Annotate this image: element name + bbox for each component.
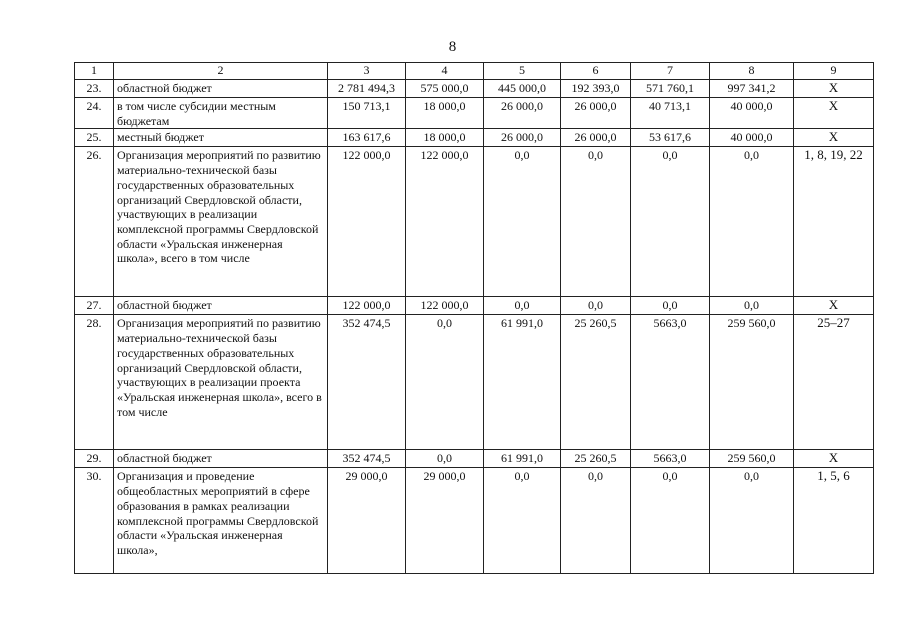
- value-cell: 0,0: [710, 147, 794, 297]
- row-number: 24.: [75, 98, 114, 129]
- value-cell: 40 000,0: [710, 98, 794, 129]
- value-cell: 5663,0: [631, 450, 710, 468]
- reference-cell: 1, 5, 6: [794, 468, 874, 574]
- value-cell: 259 560,0: [710, 450, 794, 468]
- column-header: 2: [114, 63, 328, 80]
- value-cell: 26 000,0: [484, 129, 561, 147]
- value-cell: 18 000,0: [406, 98, 484, 129]
- value-cell: 53 617,6: [631, 129, 710, 147]
- value-cell: 0,0: [561, 147, 631, 297]
- reference-cell: 1, 8, 19, 22: [794, 147, 874, 297]
- value-cell: 575 000,0: [406, 80, 484, 98]
- value-cell: 29 000,0: [328, 468, 406, 574]
- value-cell: 352 474,5: [328, 315, 406, 450]
- reference-cell: Х: [794, 98, 874, 129]
- row-number: 28.: [75, 315, 114, 450]
- value-cell: 122 000,0: [328, 297, 406, 315]
- value-cell: 0,0: [631, 468, 710, 574]
- page-number: 8: [448, 39, 457, 55]
- reference-cell: Х: [794, 450, 874, 468]
- reference-cell: Х: [794, 80, 874, 98]
- value-cell: 0,0: [406, 450, 484, 468]
- value-cell: 25 260,5: [561, 450, 631, 468]
- row-number: 30.: [75, 468, 114, 574]
- budget-table: [74, 62, 874, 574]
- value-cell: 352 474,5: [328, 450, 406, 468]
- column-header: 9: [794, 63, 874, 80]
- value-cell: 26 000,0: [561, 98, 631, 129]
- table-row: [75, 450, 874, 468]
- column-header: 3: [328, 63, 406, 80]
- table-header-row: [75, 63, 874, 80]
- value-cell: 29 000,0: [406, 468, 484, 574]
- table-row: [75, 129, 874, 147]
- value-cell: 122 000,0: [406, 297, 484, 315]
- row-number: 26.: [75, 147, 114, 297]
- row-name: областной бюджет: [114, 297, 328, 315]
- column-header: 5: [484, 63, 561, 80]
- value-cell: 445 000,0: [484, 80, 561, 98]
- value-cell: 40 000,0: [710, 129, 794, 147]
- reference-cell: Х: [794, 297, 874, 315]
- reference-cell: 25–27: [794, 315, 874, 450]
- row-number: 27.: [75, 297, 114, 315]
- value-cell: 0,0: [710, 297, 794, 315]
- value-cell: 0,0: [484, 147, 561, 297]
- value-cell: 5663,0: [631, 315, 710, 450]
- value-cell: 0,0: [484, 297, 561, 315]
- column-header: 1: [75, 63, 114, 80]
- value-cell: 163 617,6: [328, 129, 406, 147]
- column-header: 6: [561, 63, 631, 80]
- column-header: 4: [406, 63, 484, 80]
- row-number: 29.: [75, 450, 114, 468]
- row-name: областной бюджет: [114, 80, 328, 98]
- value-cell: 0,0: [561, 297, 631, 315]
- value-cell: 26 000,0: [561, 129, 631, 147]
- table-row: [75, 80, 874, 98]
- value-cell: 0,0: [406, 315, 484, 450]
- value-cell: 26 000,0: [484, 98, 561, 129]
- value-cell: 0,0: [484, 468, 561, 574]
- row-name: Организация и проведение общеобластных мероприятий в сфере образования в рамках реализации комплексной программы Свердловской области «Уральская инженерная школа»,: [114, 468, 328, 574]
- value-cell: 259 560,0: [710, 315, 794, 450]
- value-cell: 18 000,0: [406, 129, 484, 147]
- table-row: [75, 147, 874, 297]
- table-row: [75, 315, 874, 450]
- value-cell: 0,0: [631, 297, 710, 315]
- value-cell: 61 991,0: [484, 450, 561, 468]
- value-cell: 25 260,5: [561, 315, 631, 450]
- table-row: [75, 98, 874, 129]
- reference-cell: Х: [794, 129, 874, 147]
- value-cell: 571 760,1: [631, 80, 710, 98]
- value-cell: 40 713,1: [631, 98, 710, 129]
- table-row: [75, 297, 874, 315]
- value-cell: 122 000,0: [328, 147, 406, 297]
- value-cell: 2 781 494,3: [328, 80, 406, 98]
- value-cell: 997 341,2: [710, 80, 794, 98]
- row-name: местный бюджет: [114, 129, 328, 147]
- row-name: в том числе субсидии местным бюджетам: [114, 98, 328, 129]
- value-cell: 0,0: [631, 147, 710, 297]
- table-row: [75, 468, 874, 574]
- row-number: 25.: [75, 129, 114, 147]
- value-cell: 61 991,0: [484, 315, 561, 450]
- row-number: 23.: [75, 80, 114, 98]
- row-name: Организация мероприятий по развитию материально-технической базы государственных образовательных организаций Свердловской области, участвующих в реализации комплексной программы Свердловской области «Уральская инженерная школа», всего в том числе: [114, 147, 328, 297]
- column-header: 7: [631, 63, 710, 80]
- value-cell: 192 393,0: [561, 80, 631, 98]
- value-cell: 0,0: [710, 468, 794, 574]
- value-cell: 122 000,0: [406, 147, 484, 297]
- row-name: Организация мероприятий по развитию материально-технической базы государственных образовательных организаций Свердловской области, участвующих в реализации проекта «Уральская инженерная школа», всего в том числе: [114, 315, 328, 450]
- column-header: 8: [710, 63, 794, 80]
- value-cell: 0,0: [561, 468, 631, 574]
- row-name: областной бюджет: [114, 450, 328, 468]
- value-cell: 150 713,1: [328, 98, 406, 129]
